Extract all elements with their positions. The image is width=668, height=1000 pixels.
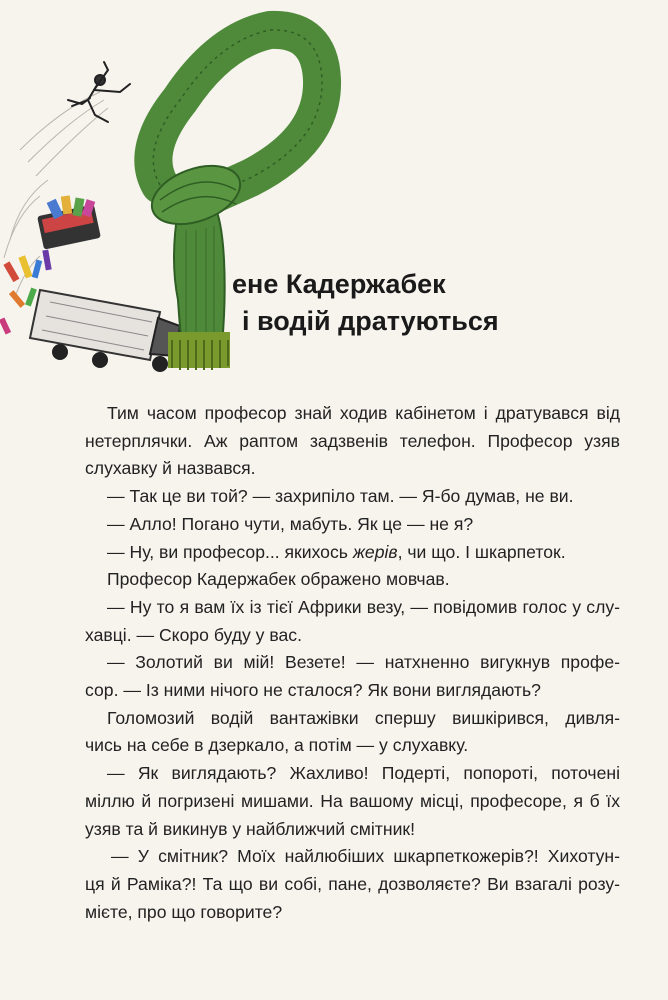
motion-lines <box>4 92 108 300</box>
text-line: — Алло! Погано чути, мабуть. Як це — не я? <box>107 513 474 534</box>
paragraph <box>85 511 620 539</box>
text-line: нетерплячки. Аж раптом задзвенів телефон. Професор узяв <box>85 430 620 451</box>
paragraph <box>85 843 620 926</box>
chapter-title-line1: ене Кадержабек <box>232 269 446 299</box>
truck-icon <box>30 290 180 372</box>
text-line: Тим часом професор знай ходив кабінетом і дратувався від <box>107 403 620 423</box>
text-line: ця й Раміка?! Та що ви собі, пане, дозволяєте? Ви взагалі розу- <box>85 873 620 894</box>
text-line: Професор Кадержабек ображено мовчав. <box>107 569 450 590</box>
text-line: слухавку й назвався. <box>85 458 256 479</box>
text-line: — Ну то я вам їх із тієї Африки везу, — повідомив голос у слу- <box>107 596 620 617</box>
text-line: чись на себе в дзеркало, а потім — у слухавку. <box>85 735 469 756</box>
text-line: Голомозий водій вантажівки спершу вишкірився, дивля- <box>107 707 620 728</box>
text-line: хавці. — Скоро буду у вас. <box>85 624 302 645</box>
text-line: — У смітник? Моїх найлюбіших шкарпеткожерів?! Хихотун- <box>111 846 620 867</box>
text-line: — Як виглядають? Жахливо! Подерті, попороті, поточені <box>107 763 620 784</box>
text-line: мієте, про що говорите? <box>85 901 283 922</box>
paragraph <box>85 705 620 760</box>
paragraph <box>85 539 620 567</box>
text-line: сор. — Із ними нічого не сталося? Як вони виглядають? <box>85 680 541 701</box>
paragraph <box>85 483 620 511</box>
text-line: — Золотий ви мій! Везете! — натхненно вигукнув профе- <box>107 652 620 673</box>
text-line <box>85 539 620 567</box>
chapter-body <box>85 400 620 926</box>
suitcase-icon <box>37 195 101 249</box>
paragraph <box>85 400 620 483</box>
text-line: міллю й погризені мишами. На вашому місці, професоре, я б їх <box>85 790 620 811</box>
chapter-title <box>232 266 499 340</box>
paragraph <box>85 566 620 594</box>
paragraph <box>85 594 620 649</box>
paragraph <box>85 649 620 704</box>
paragraph <box>85 760 620 843</box>
text-fragment: — Ну, ви професор... якихось <box>107 541 353 562</box>
italic-word: жерів <box>352 541 398 562</box>
text-line: — Так це ви той? — захрипіло там. — Я-бо думав, не ви. <box>107 486 574 507</box>
text-fragment: , чи що. І шкарпеток. <box>397 541 566 562</box>
chapter-title-line2: і водій дратуються <box>242 306 499 336</box>
text-line: узяв та й викинув у найближчий смітник! <box>85 818 415 839</box>
